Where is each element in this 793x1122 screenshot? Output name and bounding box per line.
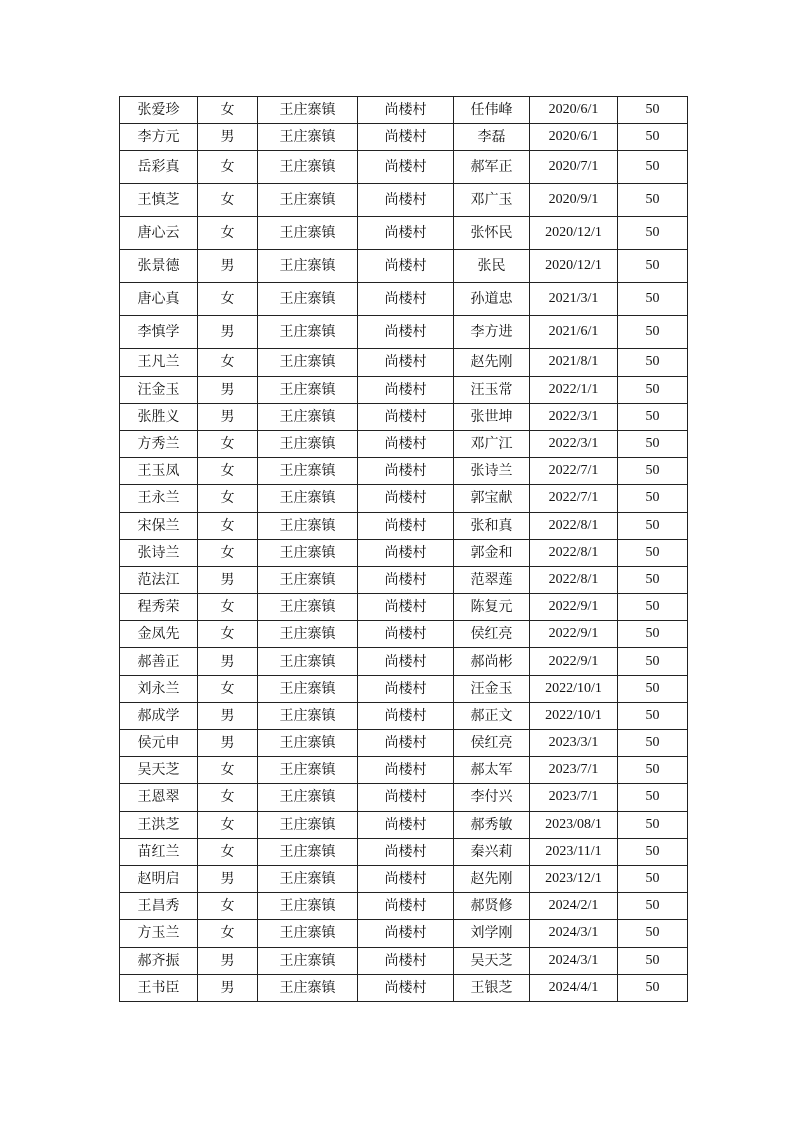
amount-cell: 50 [618, 594, 688, 621]
village-cell: 尚楼村 [358, 566, 454, 593]
village-cell: 尚楼村 [358, 920, 454, 947]
table-row [120, 283, 688, 316]
town-cell: 王庄寨镇 [258, 675, 358, 702]
amount-cell: 50 [618, 838, 688, 865]
date-cell: 2022/7/1 [530, 485, 618, 512]
name-cell: 张景德 [120, 250, 198, 283]
name-cell: 吴天芝 [120, 757, 198, 784]
gender-cell: 女 [198, 920, 258, 947]
name-cell: 郝成学 [120, 702, 198, 729]
contact-cell: 郝军正 [454, 151, 530, 184]
amount-cell: 50 [618, 675, 688, 702]
name-cell: 王凡兰 [120, 349, 198, 376]
amount-cell: 50 [618, 250, 688, 283]
date-cell: 2020/12/1 [530, 217, 618, 250]
gender-cell: 男 [198, 865, 258, 892]
name-cell: 王慎芝 [120, 184, 198, 217]
amount-cell: 50 [618, 217, 688, 250]
village-cell: 尚楼村 [358, 430, 454, 457]
village-cell: 尚楼村 [358, 349, 454, 376]
village-cell: 尚楼村 [358, 250, 454, 283]
date-cell: 2022/1/1 [530, 376, 618, 403]
amount-cell: 50 [618, 430, 688, 457]
date-cell: 2020/6/1 [530, 97, 618, 124]
amount-cell: 50 [618, 485, 688, 512]
table-row [120, 757, 688, 784]
gender-cell: 男 [198, 316, 258, 349]
gender-cell: 女 [198, 757, 258, 784]
town-cell: 王庄寨镇 [258, 349, 358, 376]
town-cell: 王庄寨镇 [258, 757, 358, 784]
amount-cell: 50 [618, 376, 688, 403]
table-row [120, 316, 688, 349]
date-cell: 2022/8/1 [530, 512, 618, 539]
amount-cell: 50 [618, 124, 688, 151]
contact-cell: 李付兴 [454, 784, 530, 811]
contact-cell: 郭金和 [454, 539, 530, 566]
contact-cell: 任伟峰 [454, 97, 530, 124]
town-cell: 王庄寨镇 [258, 376, 358, 403]
gender-cell: 男 [198, 250, 258, 283]
gender-cell: 女 [198, 97, 258, 124]
town-cell: 王庄寨镇 [258, 430, 358, 457]
gender-cell: 男 [198, 376, 258, 403]
date-cell: 2022/10/1 [530, 702, 618, 729]
town-cell: 王庄寨镇 [258, 811, 358, 838]
contact-cell: 张世坤 [454, 403, 530, 430]
town-cell: 王庄寨镇 [258, 730, 358, 757]
date-cell: 2022/3/1 [530, 403, 618, 430]
name-cell: 唐心云 [120, 217, 198, 250]
name-cell: 岳彩真 [120, 151, 198, 184]
name-cell: 宋保兰 [120, 512, 198, 539]
table-row [120, 675, 688, 702]
contact-cell: 李磊 [454, 124, 530, 151]
amount-cell: 50 [618, 512, 688, 539]
table-row [120, 124, 688, 151]
date-cell: 2021/3/1 [530, 283, 618, 316]
name-cell: 侯元申 [120, 730, 198, 757]
date-cell: 2021/8/1 [530, 349, 618, 376]
contact-cell: 邓广江 [454, 430, 530, 457]
contact-cell: 赵先刚 [454, 865, 530, 892]
gender-cell: 女 [198, 539, 258, 566]
date-cell: 2023/3/1 [530, 730, 618, 757]
date-cell: 2023/11/1 [530, 838, 618, 865]
table-row [120, 920, 688, 947]
amount-cell: 50 [618, 920, 688, 947]
date-cell: 2021/6/1 [530, 316, 618, 349]
table-row [120, 893, 688, 920]
amount-cell: 50 [618, 893, 688, 920]
date-cell: 2020/7/1 [530, 151, 618, 184]
town-cell: 王庄寨镇 [258, 920, 358, 947]
table-row [120, 730, 688, 757]
name-cell: 王书臣 [120, 974, 198, 1001]
date-cell: 2024/3/1 [530, 920, 618, 947]
town-cell: 王庄寨镇 [258, 184, 358, 217]
town-cell: 王庄寨镇 [258, 283, 358, 316]
table-row [120, 217, 688, 250]
date-cell: 2022/9/1 [530, 594, 618, 621]
name-cell: 李方元 [120, 124, 198, 151]
village-cell: 尚楼村 [358, 594, 454, 621]
name-cell: 唐心真 [120, 283, 198, 316]
gender-cell: 男 [198, 702, 258, 729]
town-cell: 王庄寨镇 [258, 485, 358, 512]
town-cell: 王庄寨镇 [258, 97, 358, 124]
amount-cell: 50 [618, 865, 688, 892]
town-cell: 王庄寨镇 [258, 316, 358, 349]
contact-cell: 郝贤修 [454, 893, 530, 920]
table-row [120, 430, 688, 457]
table-row [120, 621, 688, 648]
date-cell: 2022/9/1 [530, 621, 618, 648]
table-row [120, 184, 688, 217]
contact-cell: 汪玉常 [454, 376, 530, 403]
contact-cell: 秦兴莉 [454, 838, 530, 865]
name-cell: 范法江 [120, 566, 198, 593]
name-cell: 苗红兰 [120, 838, 198, 865]
contact-cell: 侯红亮 [454, 730, 530, 757]
table-row [120, 838, 688, 865]
amount-cell: 50 [618, 97, 688, 124]
village-cell: 尚楼村 [358, 403, 454, 430]
date-cell: 2020/12/1 [530, 250, 618, 283]
gender-cell: 女 [198, 811, 258, 838]
gender-cell: 女 [198, 151, 258, 184]
gender-cell: 女 [198, 217, 258, 250]
village-cell: 尚楼村 [358, 838, 454, 865]
amount-cell: 50 [618, 621, 688, 648]
village-cell: 尚楼村 [358, 974, 454, 1001]
town-cell: 王庄寨镇 [258, 648, 358, 675]
gender-cell: 女 [198, 675, 258, 702]
name-cell: 程秀荣 [120, 594, 198, 621]
contact-cell: 张诗兰 [454, 458, 530, 485]
name-cell: 方玉兰 [120, 920, 198, 947]
amount-cell: 50 [618, 566, 688, 593]
gender-cell: 女 [198, 430, 258, 457]
town-cell: 王庄寨镇 [258, 594, 358, 621]
contact-cell: 范翠莲 [454, 566, 530, 593]
town-cell: 王庄寨镇 [258, 458, 358, 485]
town-cell: 王庄寨镇 [258, 947, 358, 974]
town-cell: 王庄寨镇 [258, 124, 358, 151]
table-row [120, 648, 688, 675]
gender-cell: 女 [198, 594, 258, 621]
date-cell: 2024/3/1 [530, 947, 618, 974]
date-cell: 2020/9/1 [530, 184, 618, 217]
table-row [120, 376, 688, 403]
gender-cell: 男 [198, 403, 258, 430]
date-cell: 2023/08/1 [530, 811, 618, 838]
contact-cell: 郝尚彬 [454, 648, 530, 675]
village-cell: 尚楼村 [358, 316, 454, 349]
village-cell: 尚楼村 [358, 485, 454, 512]
name-cell: 张诗兰 [120, 539, 198, 566]
village-cell: 尚楼村 [358, 512, 454, 539]
amount-cell: 50 [618, 458, 688, 485]
name-cell: 郝善正 [120, 648, 198, 675]
amount-cell: 50 [618, 316, 688, 349]
contact-cell: 张民 [454, 250, 530, 283]
gender-cell: 女 [198, 838, 258, 865]
name-cell: 郝齐振 [120, 947, 198, 974]
village-cell: 尚楼村 [358, 283, 454, 316]
village-cell: 尚楼村 [358, 893, 454, 920]
date-cell: 2022/7/1 [530, 458, 618, 485]
town-cell: 王庄寨镇 [258, 217, 358, 250]
town-cell: 王庄寨镇 [258, 512, 358, 539]
table-row [120, 566, 688, 593]
amount-cell: 50 [618, 757, 688, 784]
table-row [120, 458, 688, 485]
village-cell: 尚楼村 [358, 811, 454, 838]
name-cell: 张爱珍 [120, 97, 198, 124]
gender-cell: 女 [198, 485, 258, 512]
village-cell: 尚楼村 [358, 184, 454, 217]
town-cell: 王庄寨镇 [258, 539, 358, 566]
town-cell: 王庄寨镇 [258, 621, 358, 648]
gender-cell: 男 [198, 648, 258, 675]
town-cell: 王庄寨镇 [258, 893, 358, 920]
village-cell: 尚楼村 [358, 730, 454, 757]
records-table [119, 96, 688, 1002]
amount-cell: 50 [618, 283, 688, 316]
contact-cell: 李方进 [454, 316, 530, 349]
date-cell: 2022/3/1 [530, 430, 618, 457]
town-cell: 王庄寨镇 [258, 865, 358, 892]
village-cell: 尚楼村 [358, 702, 454, 729]
contact-cell: 陈复元 [454, 594, 530, 621]
contact-cell: 赵先刚 [454, 349, 530, 376]
table-row [120, 702, 688, 729]
date-cell: 2023/7/1 [530, 784, 618, 811]
town-cell: 王庄寨镇 [258, 250, 358, 283]
name-cell: 王永兰 [120, 485, 198, 512]
name-cell: 汪金玉 [120, 376, 198, 403]
village-cell: 尚楼村 [358, 376, 454, 403]
name-cell: 刘永兰 [120, 675, 198, 702]
town-cell: 王庄寨镇 [258, 403, 358, 430]
amount-cell: 50 [618, 702, 688, 729]
table-row [120, 485, 688, 512]
village-cell: 尚楼村 [358, 539, 454, 566]
date-cell: 2022/8/1 [530, 566, 618, 593]
town-cell: 王庄寨镇 [258, 702, 358, 729]
amount-cell: 50 [618, 947, 688, 974]
date-cell: 2024/2/1 [530, 893, 618, 920]
village-cell: 尚楼村 [358, 458, 454, 485]
table-row [120, 151, 688, 184]
village-cell: 尚楼村 [358, 757, 454, 784]
gender-cell: 男 [198, 947, 258, 974]
village-cell: 尚楼村 [358, 217, 454, 250]
town-cell: 王庄寨镇 [258, 151, 358, 184]
records-table-body [120, 97, 688, 1002]
table-row [120, 594, 688, 621]
date-cell: 2022/10/1 [530, 675, 618, 702]
gender-cell: 女 [198, 893, 258, 920]
contact-cell: 郝正文 [454, 702, 530, 729]
table-row [120, 539, 688, 566]
name-cell: 李慎学 [120, 316, 198, 349]
name-cell: 金凤先 [120, 621, 198, 648]
date-cell: 2024/4/1 [530, 974, 618, 1001]
table-row [120, 974, 688, 1001]
amount-cell: 50 [618, 974, 688, 1001]
amount-cell: 50 [618, 151, 688, 184]
amount-cell: 50 [618, 184, 688, 217]
name-cell: 王玉凤 [120, 458, 198, 485]
date-cell: 2022/9/1 [530, 648, 618, 675]
gender-cell: 男 [198, 974, 258, 1001]
village-cell: 尚楼村 [358, 621, 454, 648]
village-cell: 尚楼村 [358, 648, 454, 675]
village-cell: 尚楼村 [358, 865, 454, 892]
name-cell: 方秀兰 [120, 430, 198, 457]
date-cell: 2020/6/1 [530, 124, 618, 151]
village-cell: 尚楼村 [358, 784, 454, 811]
amount-cell: 50 [618, 648, 688, 675]
village-cell: 尚楼村 [358, 947, 454, 974]
table-row [120, 811, 688, 838]
contact-cell: 汪金玉 [454, 675, 530, 702]
gender-cell: 男 [198, 124, 258, 151]
contact-cell: 侯红亮 [454, 621, 530, 648]
contact-cell: 王银芝 [454, 974, 530, 1001]
contact-cell: 郝太军 [454, 757, 530, 784]
town-cell: 王庄寨镇 [258, 838, 358, 865]
village-cell: 尚楼村 [358, 675, 454, 702]
village-cell: 尚楼村 [358, 124, 454, 151]
contact-cell: 郭宝献 [454, 485, 530, 512]
table-row [120, 250, 688, 283]
amount-cell: 50 [618, 784, 688, 811]
name-cell: 张胜义 [120, 403, 198, 430]
name-cell: 王恩翠 [120, 784, 198, 811]
gender-cell: 女 [198, 184, 258, 217]
amount-cell: 50 [618, 403, 688, 430]
table-row [120, 349, 688, 376]
date-cell: 2023/7/1 [530, 757, 618, 784]
gender-cell: 女 [198, 621, 258, 648]
amount-cell: 50 [618, 539, 688, 566]
table-row [120, 512, 688, 539]
gender-cell: 男 [198, 730, 258, 757]
amount-cell: 50 [618, 349, 688, 376]
table-row [120, 97, 688, 124]
amount-cell: 50 [618, 811, 688, 838]
village-cell: 尚楼村 [358, 151, 454, 184]
contact-cell: 张和真 [454, 512, 530, 539]
name-cell: 王洪芝 [120, 811, 198, 838]
gender-cell: 女 [198, 784, 258, 811]
gender-cell: 女 [198, 512, 258, 539]
date-cell: 2022/8/1 [530, 539, 618, 566]
gender-cell: 女 [198, 349, 258, 376]
town-cell: 王庄寨镇 [258, 784, 358, 811]
contact-cell: 吴天芝 [454, 947, 530, 974]
town-cell: 王庄寨镇 [258, 974, 358, 1001]
table-row [120, 403, 688, 430]
town-cell: 王庄寨镇 [258, 566, 358, 593]
contact-cell: 郝秀敏 [454, 811, 530, 838]
contact-cell: 张怀民 [454, 217, 530, 250]
date-cell: 2023/12/1 [530, 865, 618, 892]
contact-cell: 刘学刚 [454, 920, 530, 947]
table-row [120, 784, 688, 811]
gender-cell: 女 [198, 458, 258, 485]
gender-cell: 女 [198, 283, 258, 316]
name-cell: 王昌秀 [120, 893, 198, 920]
gender-cell: 男 [198, 566, 258, 593]
name-cell: 赵明启 [120, 865, 198, 892]
contact-cell: 邓广玉 [454, 184, 530, 217]
table-row [120, 865, 688, 892]
contact-cell: 孙道忠 [454, 283, 530, 316]
village-cell: 尚楼村 [358, 97, 454, 124]
table-row [120, 947, 688, 974]
amount-cell: 50 [618, 730, 688, 757]
